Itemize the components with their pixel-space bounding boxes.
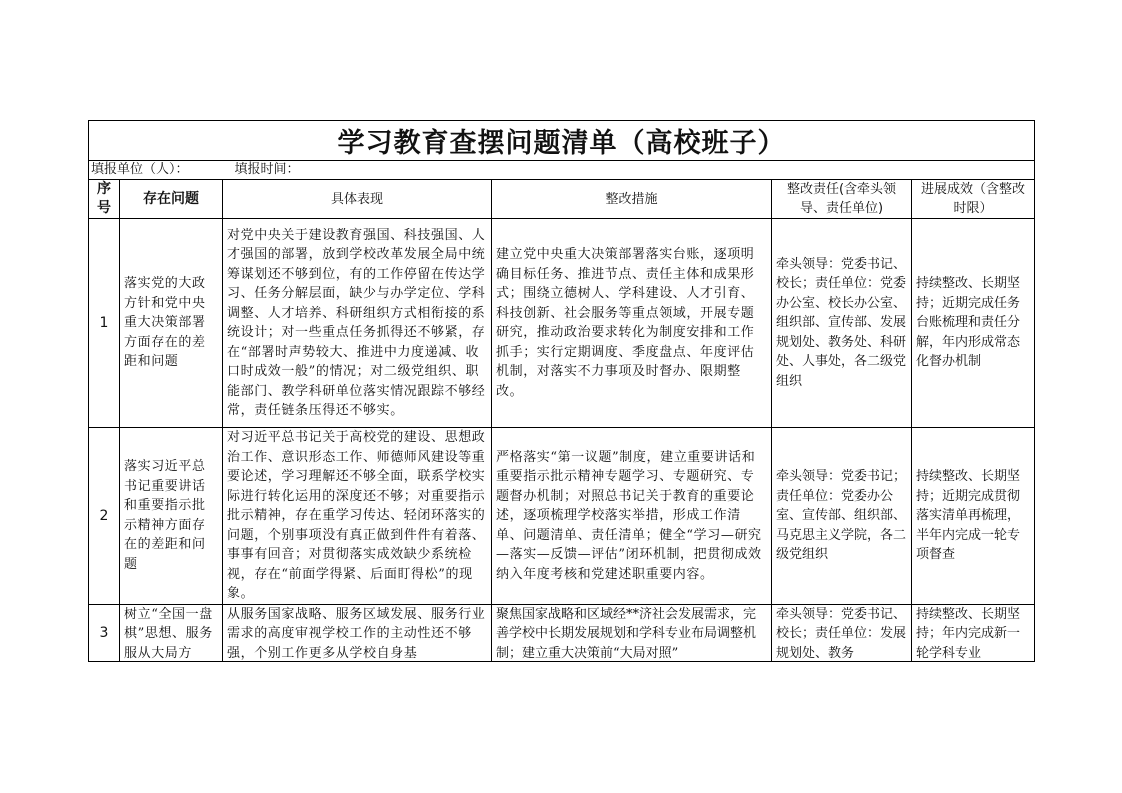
fill-time-label: 填报时间： <box>234 162 300 177</box>
row-progress: 持续整改、长期坚持；近期完成贯彻落实清单再梳理，半年内完成一轮专项督查 <box>912 428 1035 605</box>
row-measures: 建立党中央重大决策部署落实台账，逐项明确目标任务、推进节点、责任主体和成果形式；围绕立德树人、学科建设、人才引育、科技创新、社会服务等重点领域，开展专题研究，推动政治要求转化为制度安排和工作抓手；实行定期调度、季度盘点、年度评估机制，对落实不力事项及时督办、限期整改。 <box>492 219 772 428</box>
row-problem: 落实习近平总书记重要讲话和重要指示批示精神方面存在的差距和问题 <box>120 428 223 605</box>
info-row <box>89 161 1035 180</box>
table-row <box>89 428 1035 605</box>
row-manifestation-text: 从服务国家战略、服务区域发展、服务行业需求的高度审视学校工作的主动性还不够强，个别工作更多从学校自身基 <box>227 606 486 661</box>
row-seq: 2 <box>89 428 120 605</box>
row-problem <box>120 604 223 661</box>
problem-list-table <box>88 120 1035 662</box>
row-measures <box>492 604 772 661</box>
header-seq: 序号 <box>89 180 120 219</box>
row-seq: 1 <box>89 219 120 428</box>
row-manifestation <box>223 604 492 661</box>
document-title: 学习教育查摆问题清单（高校班子） <box>89 121 1035 161</box>
row-problem: 落实党的大政方针和党中央重大决策部署方面存在的差距和问题 <box>120 219 223 428</box>
row-responsibility <box>772 604 912 661</box>
header-measures: 整改措施 <box>492 180 772 219</box>
row-progress <box>912 604 1035 661</box>
row-progress: 持续整改、长期坚持；近期完成任务台账梳理和责任分解，年内形成常态化督办机制 <box>912 219 1035 428</box>
header-manifestation: 具体表现 <box>223 180 492 219</box>
row-measures: 严格落实“第一议题”制度，建立重要讲话和重要指示批示精神专题学习、专题研究、专题督办机制；对照总书记关于教育的重要论述，逐项梳理学校落实举措，形成工作清单、问题清单、责任清单；健全“学习—研究—落实—反馈—评估”闭环机制，把贯彻成效纳入年度考核和党建述职重要内容。 <box>492 428 772 605</box>
row-manifestation: 对习近平总书记关于高校党的建设、思想政治工作、意识形态工作、师德师风建设等重要论述，学习理解还不够全面，联系学校实际进行转化运用的深度还不够；对重要指示批示精神，存在重学习传达、轻闭环落实的问题，个别事项没有真正做到件件有着落、事事有回音；对贯彻落实成效缺少系统检视，存在“前面学得紧、后面盯得松”的现象。 <box>223 428 492 605</box>
table-row <box>89 604 1035 661</box>
table-row <box>89 219 1035 428</box>
row-manifestation: 对党中央关于建设教育强国、科技强国、人才强国的部署，放到学校改革发展全局中统筹谋划还不够到位，有的工作停留在传达学习、任务分解层面，缺少与办学定位、学科调整、人才培养、科研组织方式相衔接的系统设计；对一些重点任务抓得还不够紧，存在“部署时声势较大、推进中力度递减、收口时成效一般”的情况；对二级党组织、职能部门、教学科研单位落实情况跟踪不够经常，责任链条压得还不够实。 <box>223 219 492 428</box>
row-problem-text: 树立“全国一盘棋”思想、服务服从大局方 <box>124 606 213 661</box>
row-responsibility: 牵头领导：党委书记；责任单位：党委办公室、宣传部、组织部、马克思主义学院，各二级党组织 <box>772 428 912 605</box>
row-responsibility-text: 牵头领导：党委书记、校长；责任单位：发展规划处、教务 <box>776 606 907 661</box>
header-progress: 进展成效（含整改时限） <box>912 180 1035 219</box>
row-progress-text: 持续整改、长期坚持；年内完成新一轮学科专业 <box>916 606 1021 661</box>
header-responsibility: 整改责任(含牵头领导、责任单位) <box>772 180 912 219</box>
table-header-row <box>89 180 1035 219</box>
row-responsibility: 牵头领导：党委书记、校长；责任单位：党委办公室、校长办公室、组织部、宣传部、发展规划处、教务处、科研处、人事处，各二级党组织 <box>772 219 912 428</box>
header-problem: 存在问题 <box>120 180 223 219</box>
fill-unit-label: 填报单位（人）： <box>91 162 189 177</box>
document-page <box>88 120 1034 662</box>
row-measures-text: 聚焦国家战略和区域经**济社会发展需求，完善学校中长期发展规划和学科专业布局调整机制；建立重大决策前“大局对照” <box>496 606 757 661</box>
row-seq: 3 <box>89 604 120 661</box>
